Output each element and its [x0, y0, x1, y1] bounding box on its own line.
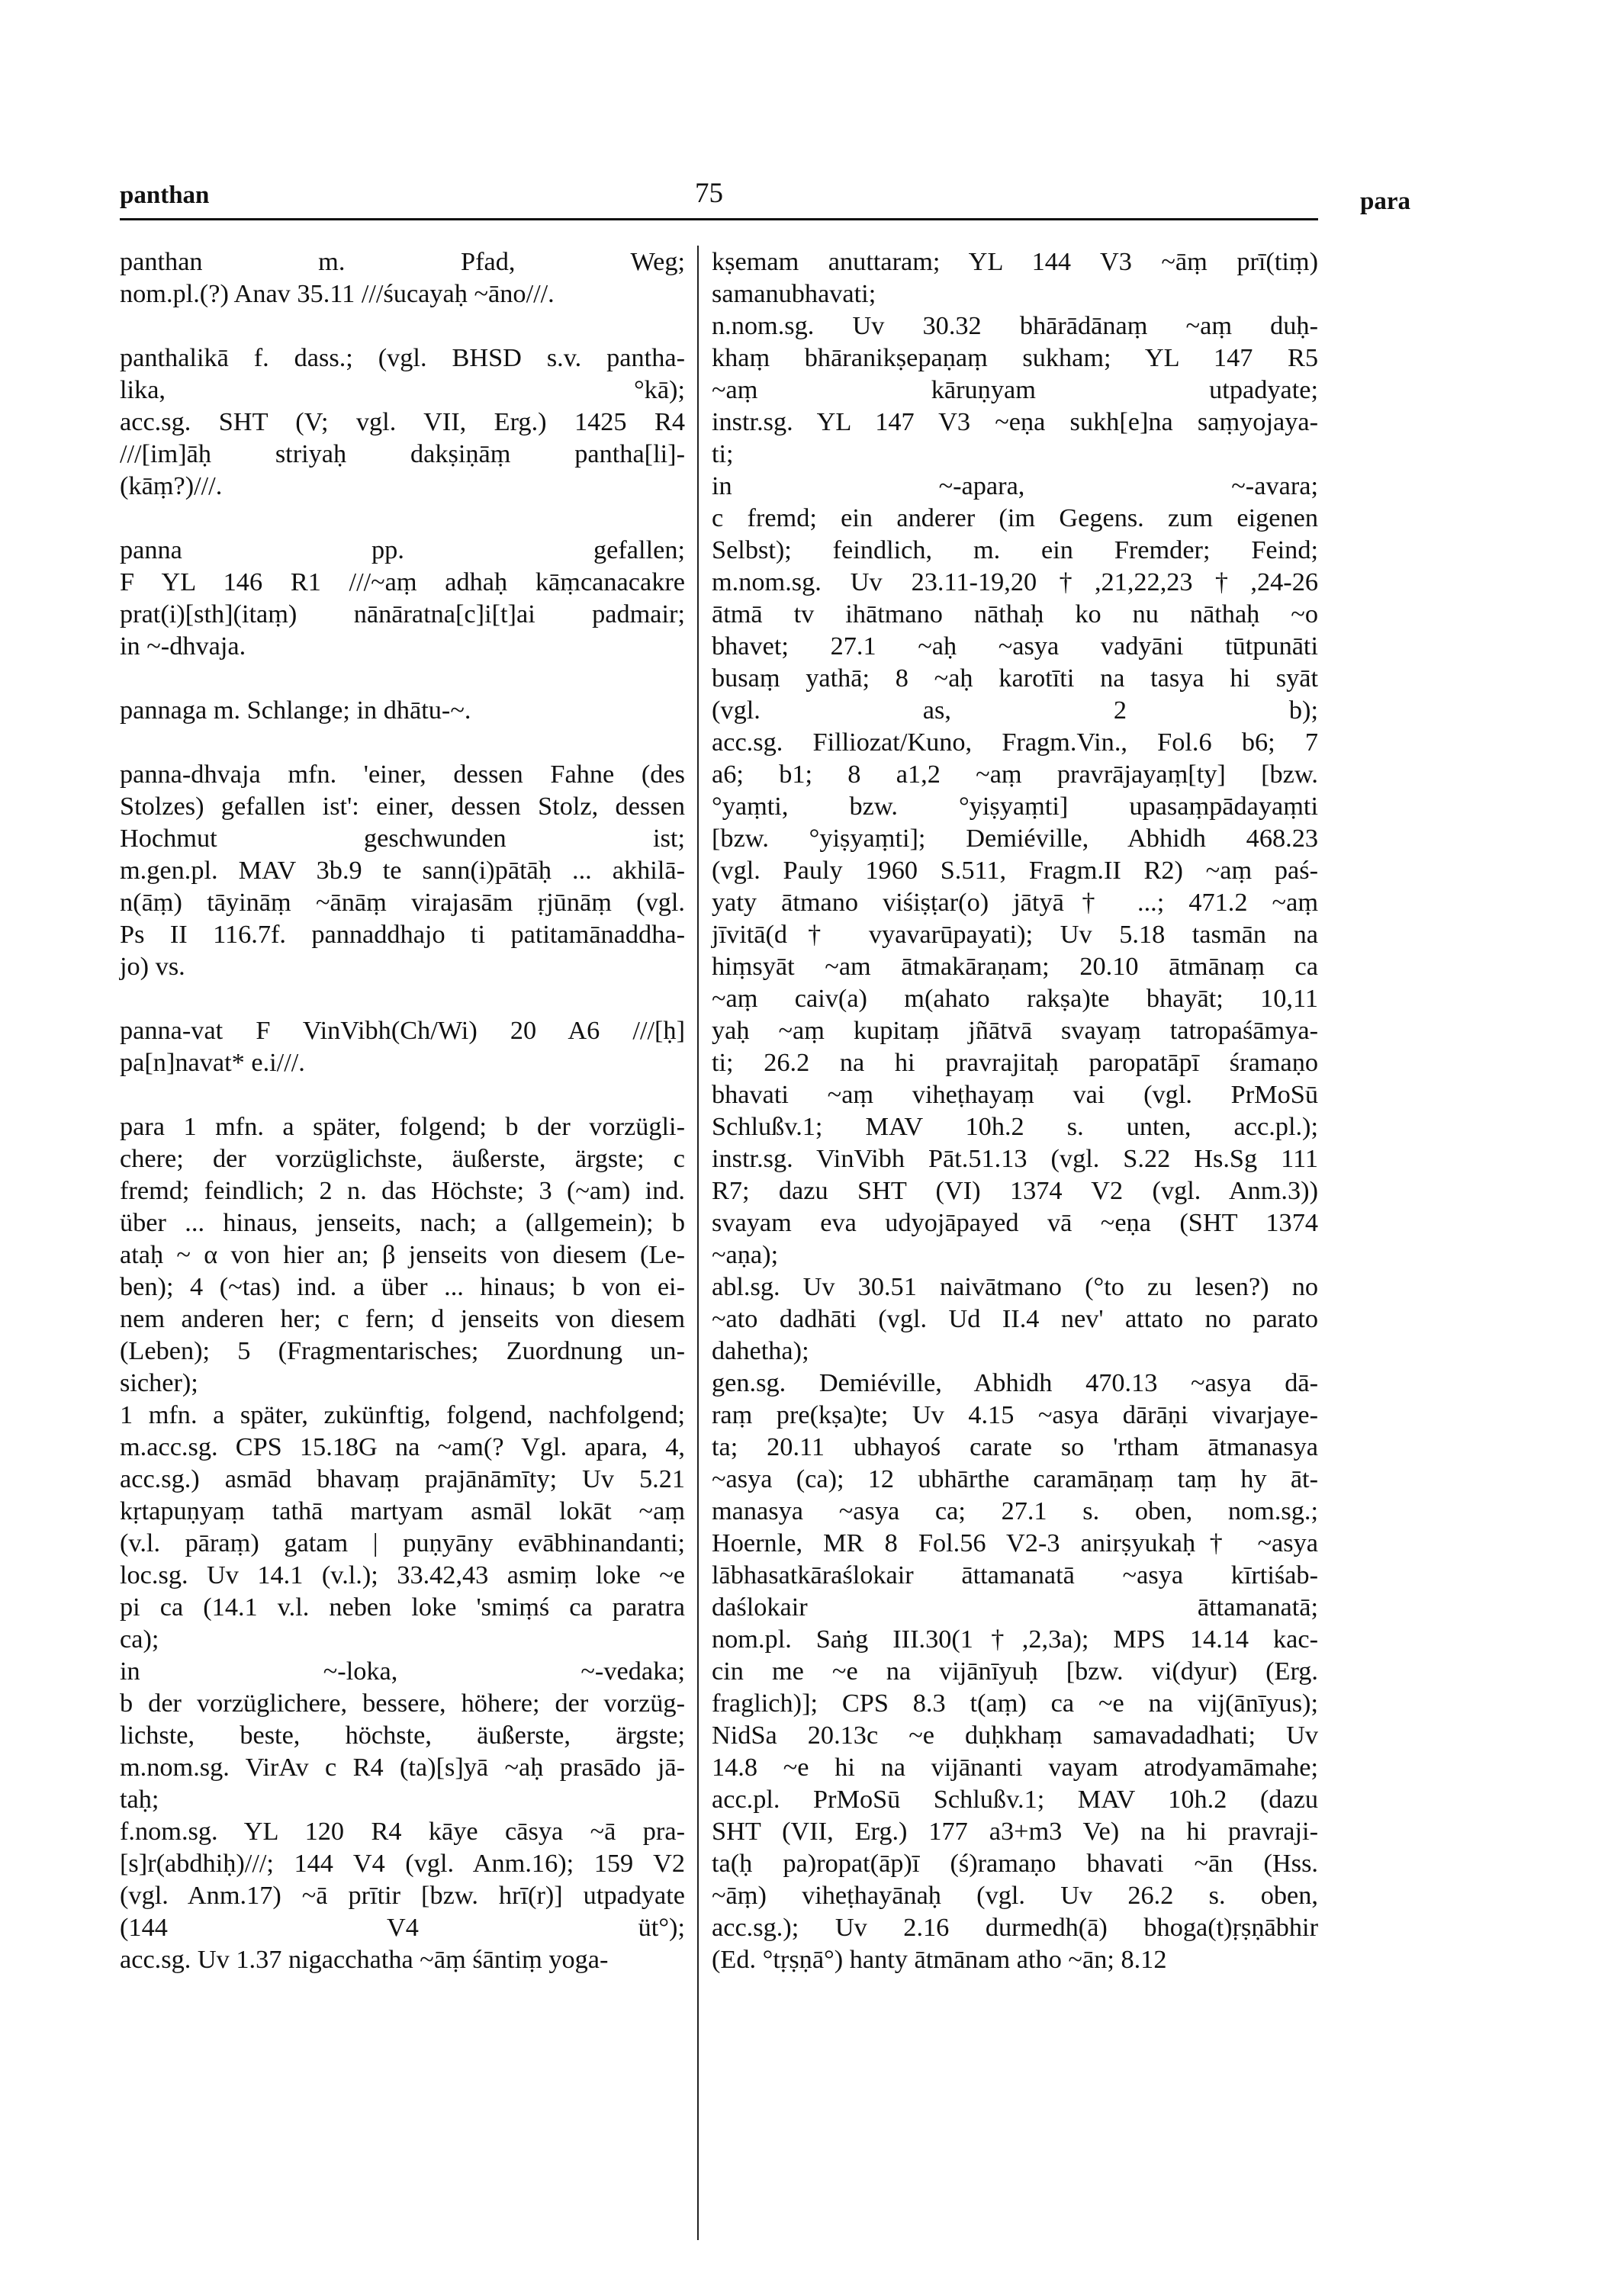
entry-line: c fremd; ein anderer (im Gegens. zum eigenen [712, 503, 1318, 532]
entry-line: panna-dhvaja mfn. 'einer, dessen Fahne (des [120, 760, 685, 789]
entry-line: pa[n]navat* e.i///. [120, 1048, 305, 1077]
entry-line: [bzw. °yiṣyaṃti]; Demiéville, Abhidh 468.23 [712, 824, 1318, 853]
right-entry [712, 246, 1318, 1975]
entry-line: acc.sg. SHT (V; vgl. VII, Erg.) 1425 R4 [120, 407, 685, 436]
entry-line: yaty ātmano viśiṣṭar(o) jātyā† ...; 471.2 ~aṃ [712, 888, 1318, 917]
entry-line: in ~-dhvaja. [120, 632, 246, 661]
entry-line: ta; 20.11 ubhayoś carate so 'rtham ātmanasya [712, 1432, 1318, 1461]
right-column [712, 246, 1318, 2007]
entry-line: nom.pl.(?) Anav 35.11 ///śucayaḥ ~āno///. [120, 279, 555, 308]
entry-line: (v.l. pāraṃ) gatam | puṇyāny evābhinandanti; [120, 1528, 685, 1557]
entry-line: ~asya (ca); 12 ubhārthe caramāṇaṃ taṃ hy āt- [712, 1464, 1318, 1493]
entry-line: panna-vat F VinVibh(Ch/Wi) 20 A6 ///[ḥ] [120, 1016, 685, 1045]
entry-line: nem anderen her; c fern; d jenseits von diesem [120, 1304, 685, 1333]
entry-line: nom.pl. Saṅg III.30(1†,2,3a); MPS 14.14 kac- [712, 1625, 1318, 1654]
left-entry [120, 342, 685, 502]
entry-line: hiṃsyāt ~am ātmakāraṇam; 20.10 ātmānaṃ ca [712, 952, 1318, 981]
entry-line: fremd; feindlich; 2 n. das Höchste; 3 (~am) ind. [120, 1176, 685, 1205]
entry-line: kṛtapuṇyaṃ tathā martyam asmāl lokāt ~aṃ [120, 1496, 685, 1525]
left-entry [120, 1014, 685, 1078]
entry-line: dahetha); [712, 1336, 809, 1365]
entry-line: loc.sg. Uv 14.1 (v.l.); 33.42,43 asmiṃ loke ~e [120, 1561, 685, 1589]
entry-line: Hoernle, MR 8 Fol.56 V2-3 anirṣyukaḥ† ~asya [712, 1528, 1318, 1557]
entry-line: ben); 4 (~tas) ind. a über ... hinaus; b von ei- [120, 1272, 685, 1301]
entry-line: ~aṃ caiv(a) m(ahato rakṣa)te bhayāt; 10,11 [712, 984, 1318, 1013]
entry-line: ~āṃ) viheṭhayānaḥ (vgl. Uv 26.2 s. oben, [712, 1881, 1318, 1910]
header-rule [120, 218, 1318, 220]
left-column [120, 246, 685, 2007]
column-divider [697, 246, 699, 2240]
entry-line: busaṃ yathā; 8 ~aḥ karotīti na tasya hi syāt [712, 664, 1318, 693]
entry-line: acc.pl. PrMoSū Schlußv.1; MAV 10h.2 (dazu [712, 1785, 1318, 1814]
entry-line: prat(i)[sth](itaṃ) nānāratna[c]i[t]ai padmair; [120, 599, 685, 628]
entry-line: lika, °kā); [120, 375, 685, 404]
entry-line: (Leben); 5 (Fragmentarisches; Zuordnung un- [120, 1336, 685, 1365]
entry-line: (vgl. as, 2 b); [712, 696, 1318, 725]
entry-line: f.nom.sg. YL 120 R4 kāye cāsya ~ā pra- [120, 1817, 685, 1846]
entry-line: cin me ~e na vijānīyuḥ [bzw. vi(dyur) (Erg. [712, 1657, 1318, 1686]
left-entry [120, 1111, 685, 1975]
entry-line: lichste, beste, höchste, äußerste, ärgste; [120, 1721, 685, 1750]
entry-line: m.nom.sg. VirAv c R4 (ta)[s]yā ~aḥ prasādo jā- [120, 1753, 685, 1782]
entry-line: ~ato dadhāti (vgl. Ud II.4 nev' attato no parato [712, 1304, 1318, 1333]
entry-line: fraglich)]; CPS 8.3 t(aṃ) ca ~e na vij(ānīyus); [712, 1689, 1318, 1718]
entry-line: para 1 mfn. a später, folgend; b der vorzügli- [120, 1112, 685, 1141]
entry-line: SHT (VII, Erg.) 177 a3+m3 Ve) na hi pravraji- [712, 1817, 1318, 1846]
entry-line: kṣemam anuttaram; YL 144 V3 ~āṃ prī(tiṃ) [712, 247, 1318, 276]
entry-line: chere; der vorzüglichste, äußerste, ärgste; c [120, 1144, 685, 1173]
entry-line: lābhasatkāraślokair āttamanatā ~asya kīrtiśab- [712, 1561, 1318, 1589]
entry-line: instr.sg. VinVibh Pāt.51.13 (vgl. S.22 Hs.Sg 111 [712, 1144, 1318, 1173]
entry-line: b der vorzüglichere, bessere, höhere; der vorzüg- [120, 1689, 685, 1718]
entry-line: ta(ḥ pa)ropat(āp)ī (ś)ramaṇo bhavati ~ān (Hss. [712, 1849, 1318, 1878]
entry-line: 14.8 ~e hi na vijānanti vayam atrodyamāmahe; [712, 1753, 1318, 1782]
entry-line: yaḥ ~aṃ kupitaṃ jñātvā svayaṃ tatropaśāmya- [712, 1016, 1318, 1045]
entry-line: F YL 146 R1 ///~aṃ adhaḥ kāṃcanacakre [120, 567, 685, 596]
running-head-left: panthan [120, 182, 210, 209]
entry-line: khaṃ bhāranikṣepaṇaṃ sukham; YL 147 R5 [712, 343, 1318, 372]
entry-line: daślokair āttamanatā; [712, 1593, 1318, 1622]
entry-line: jo) vs. [120, 952, 185, 981]
left-entry [120, 758, 685, 982]
entry-line: ///[im]āḥ striyaḥ dakṣiṇāṃ pantha[li]- [120, 439, 685, 468]
entry-line: °yaṃti, bzw. °yiṣyaṃti] upasaṃpādayaṃti [712, 792, 1318, 821]
entry-line: ~aṃ kāruṇyam utpadyate; [712, 375, 1318, 404]
entry-line: acc.sg.); Uv 2.16 durmedh(ā) bhoga(t)ṛṣṇābhir [712, 1913, 1318, 1942]
entry-line: n(āṃ) tāyināṃ ~ānāṃ virajasām ṛjūnāṃ (vgl. [120, 888, 685, 917]
entry-line: R7; dazu SHT (VI) 1374 V2 (vgl. Anm.3)) [712, 1176, 1318, 1205]
entry-line: acc.sg. Filliozat/Kuno, Fragm.Vin., Fol.6 b6; 7 [712, 728, 1318, 757]
entry-line: ~aṇa); [712, 1240, 779, 1269]
entry-line: pannaga m. Schlange; in dhātu-~. [120, 696, 471, 725]
entry-line: ātmā tv ihātmano nāthaḥ ko nu nāthaḥ ~o [712, 599, 1318, 628]
entry-line: Selbst); feindlich, m. ein Fremder; Feind; [712, 535, 1318, 564]
entry-line: n.nom.sg. Uv 30.32 bhārādānaṃ ~aṃ duḥ- [712, 311, 1318, 340]
entry-line: ataḥ ~ α von hier an; β jenseits von diesem (Le- [120, 1240, 685, 1269]
entry-line: über ... hinaus, jenseits, nach; a (allgemein); b [120, 1208, 685, 1237]
entry-line: raṃ pre(kṣa)te; Uv 4.15 ~asya dārāṇi vivarjaye- [712, 1400, 1318, 1429]
entry-line: 1 mfn. a später, zukünftig, folgend, nachfolgend; [120, 1400, 685, 1429]
entry-line: in ~-loka, ~-vedaka; [120, 1657, 685, 1686]
entry-line: panna pp. gefallen; [120, 535, 685, 564]
entry-line: m.acc.sg. CPS 15.18G na ~am(? Vgl. apara, 4, [120, 1432, 685, 1461]
left-entry [120, 694, 685, 726]
entry-line: acc.sg. Uv 1.37 nigacchatha ~āṃ śāntiṃ yoga- [120, 1945, 609, 1974]
entry-line: (kāṃ?)///. [120, 471, 223, 500]
entry-line: (144 V4 üt°); [120, 1913, 685, 1942]
entry-line: [s]r(abdhiḥ)///; 144 V4 (vgl. Anm.16); 159 V2 [120, 1849, 685, 1878]
left-entry [120, 534, 685, 662]
entry-line: instr.sg. YL 147 V3 ~eṇa sukh[e]na saṃyojaya- [712, 407, 1318, 436]
entry-line: Stolzes) gefallen ist': einer, dessen Stolz, dessen [120, 792, 685, 821]
entry-line: bhavati ~aṃ viheṭhayaṃ vai (vgl. PrMoSū [712, 1080, 1318, 1109]
page-number: 75 [695, 178, 723, 209]
entry-line: in ~-apara, ~-avara; [712, 471, 1318, 500]
entry-line: (vgl. Pauly 1960 S.511, Fragm.II R2) ~aṃ paś- [712, 856, 1318, 885]
entry-line: ca); [120, 1625, 159, 1654]
entry-line: ti; [712, 439, 734, 468]
running-head-right: para [1360, 188, 1410, 215]
entry-line: svayam eva udyojāpayed vā ~eṇa (SHT 1374 [712, 1208, 1318, 1237]
entry-line: acc.sg.) asmād bhavaṃ prajānāmīty; Uv 5.21 [120, 1464, 685, 1493]
entry-line: a6; b1; 8 a1,2 ~aṃ pravrājayaṃ[ty] [bzw. [712, 760, 1318, 789]
entry-line: taḥ; [120, 1785, 159, 1814]
entry-line: m.nom.sg. Uv 23.11-19,20†,21,22,23†,24-26 [712, 567, 1318, 596]
entry-line: pi ca (14.1 v.l. neben loke 'smiṃś ca paratra [120, 1593, 685, 1622]
entry-line: (Ed. °tṛṣṇā°) hanty ātmānam atho ~ān; 8.12 [712, 1945, 1167, 1974]
entry-line: m.gen.pl. MAV 3b.9 te sann(i)pātāḥ ... akhilā- [120, 856, 685, 885]
entry-line: gen.sg. Demiéville, Abhidh 470.13 ~asya dā- [712, 1368, 1318, 1397]
entry-line: panthan m. Pfad, Weg; [120, 247, 685, 276]
entry-line: Ps II 116.7f. pannaddhajo ti patitamānaddha- [120, 920, 685, 949]
left-entry [120, 246, 685, 310]
entry-line: manasya ~asya ca; 27.1 s. oben, nom.sg.; [712, 1496, 1318, 1525]
entry-line: (vgl. Anm.17) ~ā prītir [bzw. hrī(r)] utpadyate [120, 1881, 685, 1910]
entry-line: ti; 26.2 na hi pravrajitaḥ paropatāpī śramaṇo [712, 1048, 1318, 1077]
entry-line: bhavet; 27.1 ~aḥ ~asya vadyāni tūtpunāti [712, 632, 1318, 661]
entry-line: panthalikā f. dass.; (vgl. BHSD s.v. pantha- [120, 343, 685, 372]
entry-line: jīvitā(d† vyavarūpayati); Uv 5.18 tasmān na [712, 920, 1318, 949]
entry-line: Schlußv.1; MAV 10h.2 s. unten, acc.pl.); [712, 1112, 1318, 1141]
entry-line: NidSa 20.13c ~e duḥkhaṃ samavadadhati; Uv [712, 1721, 1318, 1750]
entry-line: sicher); [120, 1368, 198, 1397]
entry-line: Hochmut geschwunden ist; [120, 824, 685, 853]
entry-line: abl.sg. Uv 30.51 naivātmano (°to zu lesen?) no [712, 1272, 1318, 1301]
entry-line: samanubhavati; [712, 279, 876, 308]
